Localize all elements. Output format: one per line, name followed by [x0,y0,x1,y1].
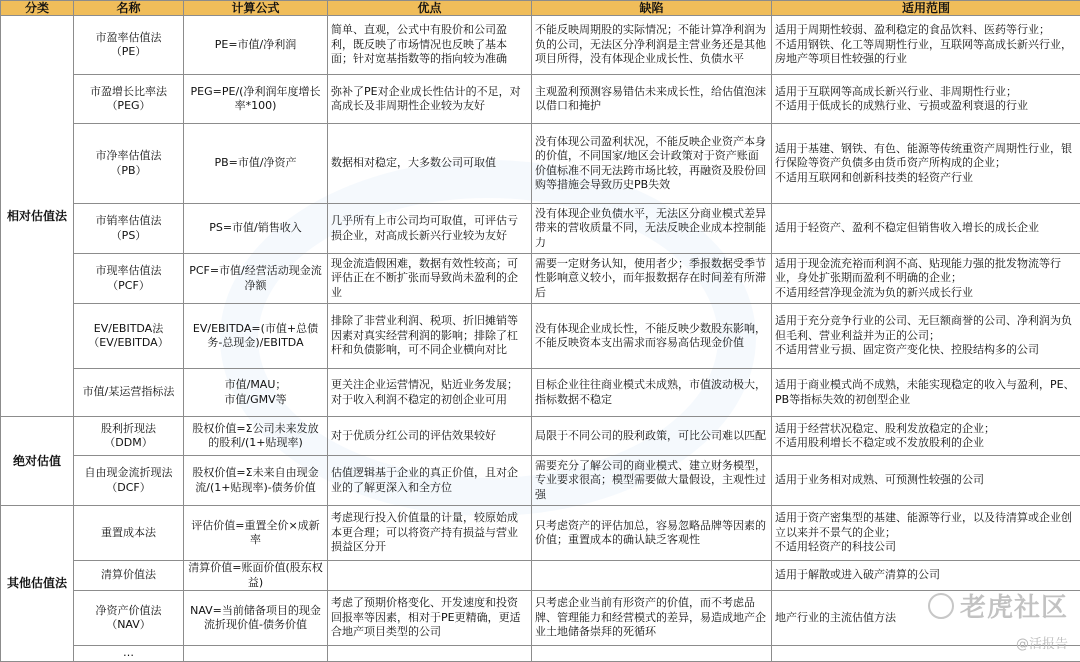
header-category: 分类 [1,1,74,16]
method-pros: 估值逻辑基于企业的真正价值，且对企业的了解更深入和全方位 [328,456,532,506]
method-name: 市现率估值法 （PCF） [74,254,184,304]
method-cons: 没有体现公司盈利状况，不能反映企业资产本身的价值，不同国家/地区会计政策对于资产账面价值标准不同无法跨市场比较，再融资及股份回购等措施会导致历史PB失效 [532,124,772,204]
header-scope: 适用范围 [772,1,1080,16]
method-scope: 适用于资产密集型的基建、能源等行业，以及待清算或企业创立以来并不景气的企业； 不适用轻资产的科技公司 [772,506,1080,561]
method-pros: 考虑了预期价格变化、开发速度和投资回报率等因素，相对于PE更精确，更适合地产项目类型的公司 [328,591,532,646]
header-formula: 计算公式 [184,1,328,16]
header-cons: 缺陷 [532,1,772,16]
method-formula: 股权价值=Σ未来自由现金流/(1+贴现率)-债务价值 [184,456,328,506]
method-cons: 不能反映周期股的实际情况；不能计算净利润为负的公司，无法区分净利润是主营业务还是其他项目所得，没有体现企业成长性、负债水平 [532,16,772,75]
method-cons: 需要一定财务认知，使用者少；季报数据受季节性影响意义较小，而年报数据存在时间差有所滞后 [532,254,772,304]
method-name: 市盈增长比率法 （PEG） [74,75,184,124]
category-relative: 相对估值法 [1,16,74,417]
method-formula: 清算价值=账面价值(股东权益) [184,561,328,591]
method-name: 自由现金流折现法 （DCF） [74,456,184,506]
method-formula: PB=市值/净资产 [184,124,328,204]
method-pros: 现金流造假困难，数据有效性较高；可评估正在不断扩张而导致尚未盈利的企业 [328,254,532,304]
method-pros: 考虑现行投入价值量的计量，较原始成本更合理；可以将资产持有损益与营业损益区分开 [328,506,532,561]
method-scope: 适用于周期性较弱、盈利稳定的食品饮料、医药等行业； 不适用钢铁、化工等周期性行业，互联网等高成长新兴行业，房地产等项目性较强的行业 [772,16,1080,75]
method-formula: PCF=市值/经营活动现金流净额 [184,254,328,304]
method-name: 市盈率估值法 （PE） [74,16,184,75]
method-scope: 适用于轻资产、盈利不稳定但销售收入增长的成长企业 [772,204,1080,254]
method-scope: 适用于互联网等高成长新兴行业、非周期性行业； 不适用于低成长的成熟行业、亏损或盈利衰退的行业 [772,75,1080,124]
table-row [1,204,1080,254]
method-cons: 没有体现企业负债水平，无法区分商业模式差异带来的营收质量不同，无法反映企业成本控制能力 [532,204,772,254]
method-formula: EV/EBITDA=(市值+总债务-总现金)/EBITDA [184,304,328,369]
table-row [1,561,1080,591]
method-cons: 局限于不同公司的股利政策，可比公司难以匹配 [532,417,772,456]
method-scope [772,646,1080,662]
method-formula: 股权价值=Σ公司未来发放的股利/(1+贴现率) [184,417,328,456]
table-row [1,646,1080,662]
method-cons: 需要充分了解公司的商业模式、建立财务模型，专业要求很高；模型需要做大量假设，主观性过强 [532,456,772,506]
method-scope: 适用于商业模式尚不成熟，未能实现稳定的收入与盈利，PE、PB等指标失效的初创型企业 [772,369,1080,417]
method-pros [328,561,532,591]
method-name: 清算价值法 [74,561,184,591]
method-name: 市值/某运营指标法 [74,369,184,417]
method-name: 市净率估值法 （PB） [74,124,184,204]
table-row [1,417,1080,456]
method-cons [532,561,772,591]
method-pros: 简单、直观，公式中有股价和公司盈利，既反映了市场情况也反映了基本面；针对宽基指数等的指向较为准确 [328,16,532,75]
method-name: 净资产价值法 （NAV） [74,591,184,646]
table-row [1,304,1080,369]
method-scope: 适用于充分竞争行业的公司、无巨额商誉的公司、净利润为负但毛利、营业利益并为正的公司； 不适用营业亏损、固定资产变化快、控股结构多的公司 [772,304,1080,369]
table-row [1,254,1080,304]
method-formula: PS=市值/销售收入 [184,204,328,254]
header-name: 名称 [74,1,184,16]
method-scope: 适用于基建、钢铁、有色、能源等传统重资产周期性行业，银行保险等资产负债多由货币资产所构成的企业； 不适用互联网和创新科技类的轻资产行业 [772,124,1080,204]
table-row [1,456,1080,506]
method-formula: NAV=当前储备项目的现金流折现价值-债务价值 [184,591,328,646]
method-cons [532,646,772,662]
author-watermark: @活报告 [1016,633,1068,652]
method-scope: 适用于业务相对成熟、可预测性较强的公司 [772,456,1080,506]
method-pros [328,646,532,662]
table-row [1,591,1080,646]
method-cons: 只考虑企业当前有形资产的价值，而不考虑品牌、管理能力和经营模式的差异，易造成地产企业土地储备崇拜的死循环 [532,591,772,646]
category-absolute: 绝对估值 [1,417,74,506]
method-formula: 评估价值=重置全价×成新率 [184,506,328,561]
method-formula: PE=市值/净利润 [184,16,328,75]
method-cons: 目标企业往往商业模式未成熟，市值波动极大，指标数据不稳定 [532,369,772,417]
method-name: … [74,646,184,662]
method-pros: 弥补了PE对企业成长性估计的不足，对高成长及非周期性企业较为友好 [328,75,532,124]
method-cons: 只考虑资产的评估加总，容易忽略品牌等因素的价值；重置成本的确认缺乏客观性 [532,506,772,561]
table-row [1,16,1080,75]
method-scope: 地产行业的主流估值方法 [772,591,1080,646]
table-header-row [1,1,1080,16]
header-pros: 优点 [328,1,532,16]
tiger-community-watermark: 老虎社区 [928,587,1068,624]
method-pros: 更关注企业运营情况，贴近业务发展；对于收入利润不稳定的初创企业可用 [328,369,532,417]
method-scope: 适用于现金流充裕而利润不高、贴现能力强的批发物流等行业，身处扩张期而盈利不明确的企业； 不适用经营净现金流为负的新兴成长行业 [772,254,1080,304]
category-other: 其他估值法 [1,506,74,662]
method-cons: 没有体现企业成长性，不能反映少数股东影响，不能反映资本支出需求而容易高估现金价值 [532,304,772,369]
method-name: EV/EBITDA法 （EV/EBITDA） [74,304,184,369]
table-row [1,75,1080,124]
method-name: 市销率估值法 （PS） [74,204,184,254]
method-scope: 适用于经营状况稳定、股利发放稳定的企业； 不适用股利增长不稳定或不发放股利的企业 [772,417,1080,456]
method-name: 股利折现法 （DDM） [74,417,184,456]
method-cons: 主观盈利预测容易错估未来成长性，给估值泡沫以借口和掩护 [532,75,772,124]
method-pros: 排除了非营业利润、税项、折旧摊销等因素对真实经营利润的影响；排除了杠杆和负债影响，可不同企业横向对比 [328,304,532,369]
method-pros: 对于优质分红公司的评估效果较好 [328,417,532,456]
method-pros: 数据相对稳定，大多数公司可取值 [328,124,532,204]
method-formula: 市值/MAU； 市值/GMV等 [184,369,328,417]
table-row [1,124,1080,204]
method-formula: PEG=PE/(净利润年度增长率*100) [184,75,328,124]
table-row [1,369,1080,417]
method-formula [184,646,328,662]
method-scope: 适用于解散或进入破产清算的公司 [772,561,1080,591]
method-pros: 几乎所有上市公司均可取值，可评估亏损企业，对高成长新兴行业较为友好 [328,204,532,254]
method-name: 重置成本法 [74,506,184,561]
table-row [1,506,1080,561]
